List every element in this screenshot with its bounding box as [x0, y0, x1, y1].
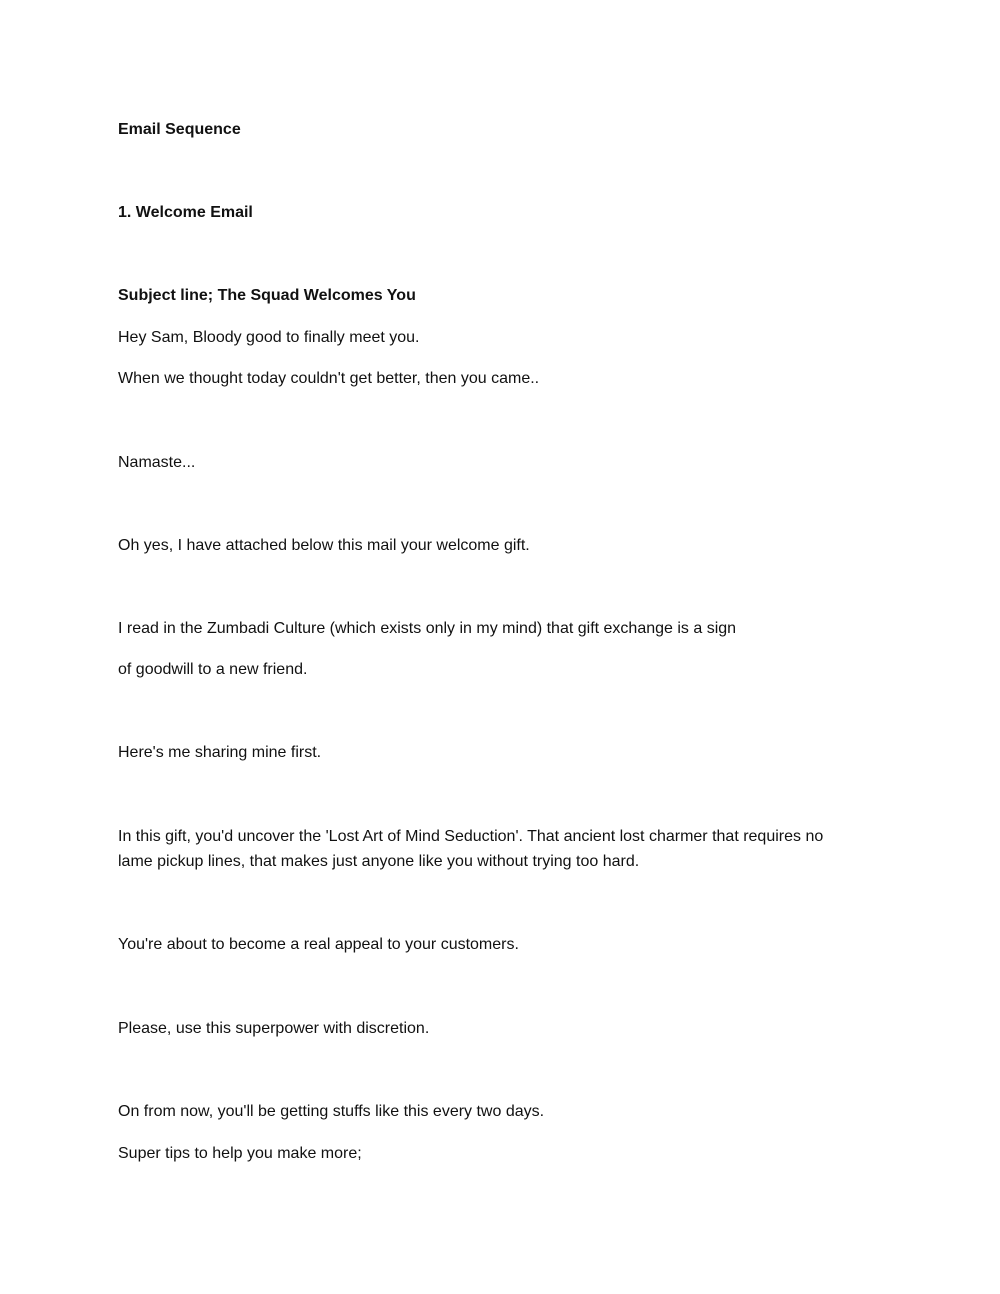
paragraph-gift-attached: Oh yes, I have attached below this mail your welcome gift.: [118, 537, 530, 554]
paragraph-sharing: Here's me sharing mine first.: [118, 744, 322, 761]
paragraph-super-tips: Super tips to help you make more;: [118, 1145, 362, 1162]
paragraph-gift-line-2: lame pickup lines, that makes just anyone like you without trying too hard.: [118, 853, 640, 870]
paragraph-namaste: Namaste...: [118, 454, 196, 471]
paragraph-discretion: Please, use this superpower with discretion.: [118, 1020, 430, 1037]
subject-line: Subject line; The Squad Welcomes You: [118, 287, 416, 304]
document-title: Email Sequence: [118, 121, 241, 138]
paragraph-culture-line-2: of goodwill to a new friend.: [118, 661, 308, 678]
paragraph-culture-line-1: I read in the Zumbadi Culture (which exists only in my mind) that gift exchange is a sign: [118, 620, 737, 637]
section-heading: 1. Welcome Email: [118, 204, 253, 221]
paragraph-greeting: Hey Sam, Bloody good to finally meet you.: [118, 329, 420, 346]
paragraph-gift-line-1: In this gift, you'd uncover the 'Lost Art of Mind Seduction'. That ancient lost charmer that requires no: [118, 828, 824, 845]
paragraph-frequency: On from now, you'll be getting stuffs like this every two days.: [118, 1103, 545, 1120]
paragraph-appeal: You're about to become a real appeal to your customers.: [118, 936, 519, 953]
paragraph-intro: When we thought today couldn't get better, then you came..: [118, 370, 540, 387]
